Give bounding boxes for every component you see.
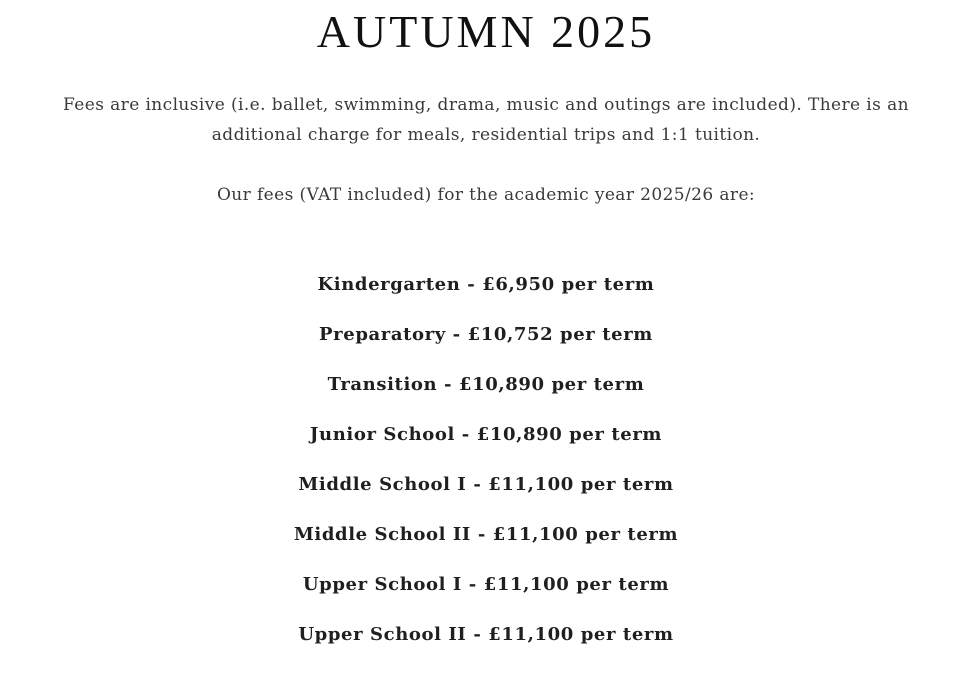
fee-item-upper-school-2: Upper School II - £11,100 per term — [298, 624, 674, 645]
fee-item-kindergarten: Kindergarten - £6,950 per term — [317, 274, 655, 295]
fee-item-middle-school-1: Middle School I - £11,100 per term — [298, 474, 674, 495]
fees-lead-text: Our fees (VAT included) for the academic year 2025/26 are: — [216, 185, 756, 205]
page-title: AUTUMN 2025 — [316, 6, 656, 57]
fee-item-middle-school-2: Middle School II - £11,100 per term — [293, 524, 679, 545]
fee-item-upper-school-1: Upper School I - £11,100 per term — [302, 574, 670, 595]
fee-item-transition: Transition - £10,890 per term — [327, 374, 645, 395]
fee-item-preparatory: Preparatory - £10,752 per term — [319, 324, 653, 345]
fee-list — [0, 268, 972, 668]
fee-item-junior-school: Junior School - £10,890 per term — [309, 424, 663, 445]
fees-intro-paragraph: Fees are inclusive (i.e. ballet, swimming, drama, music and outings are included). There is an additional charge for meals, residential trips and 1:1 tuition. — [63, 95, 909, 145]
